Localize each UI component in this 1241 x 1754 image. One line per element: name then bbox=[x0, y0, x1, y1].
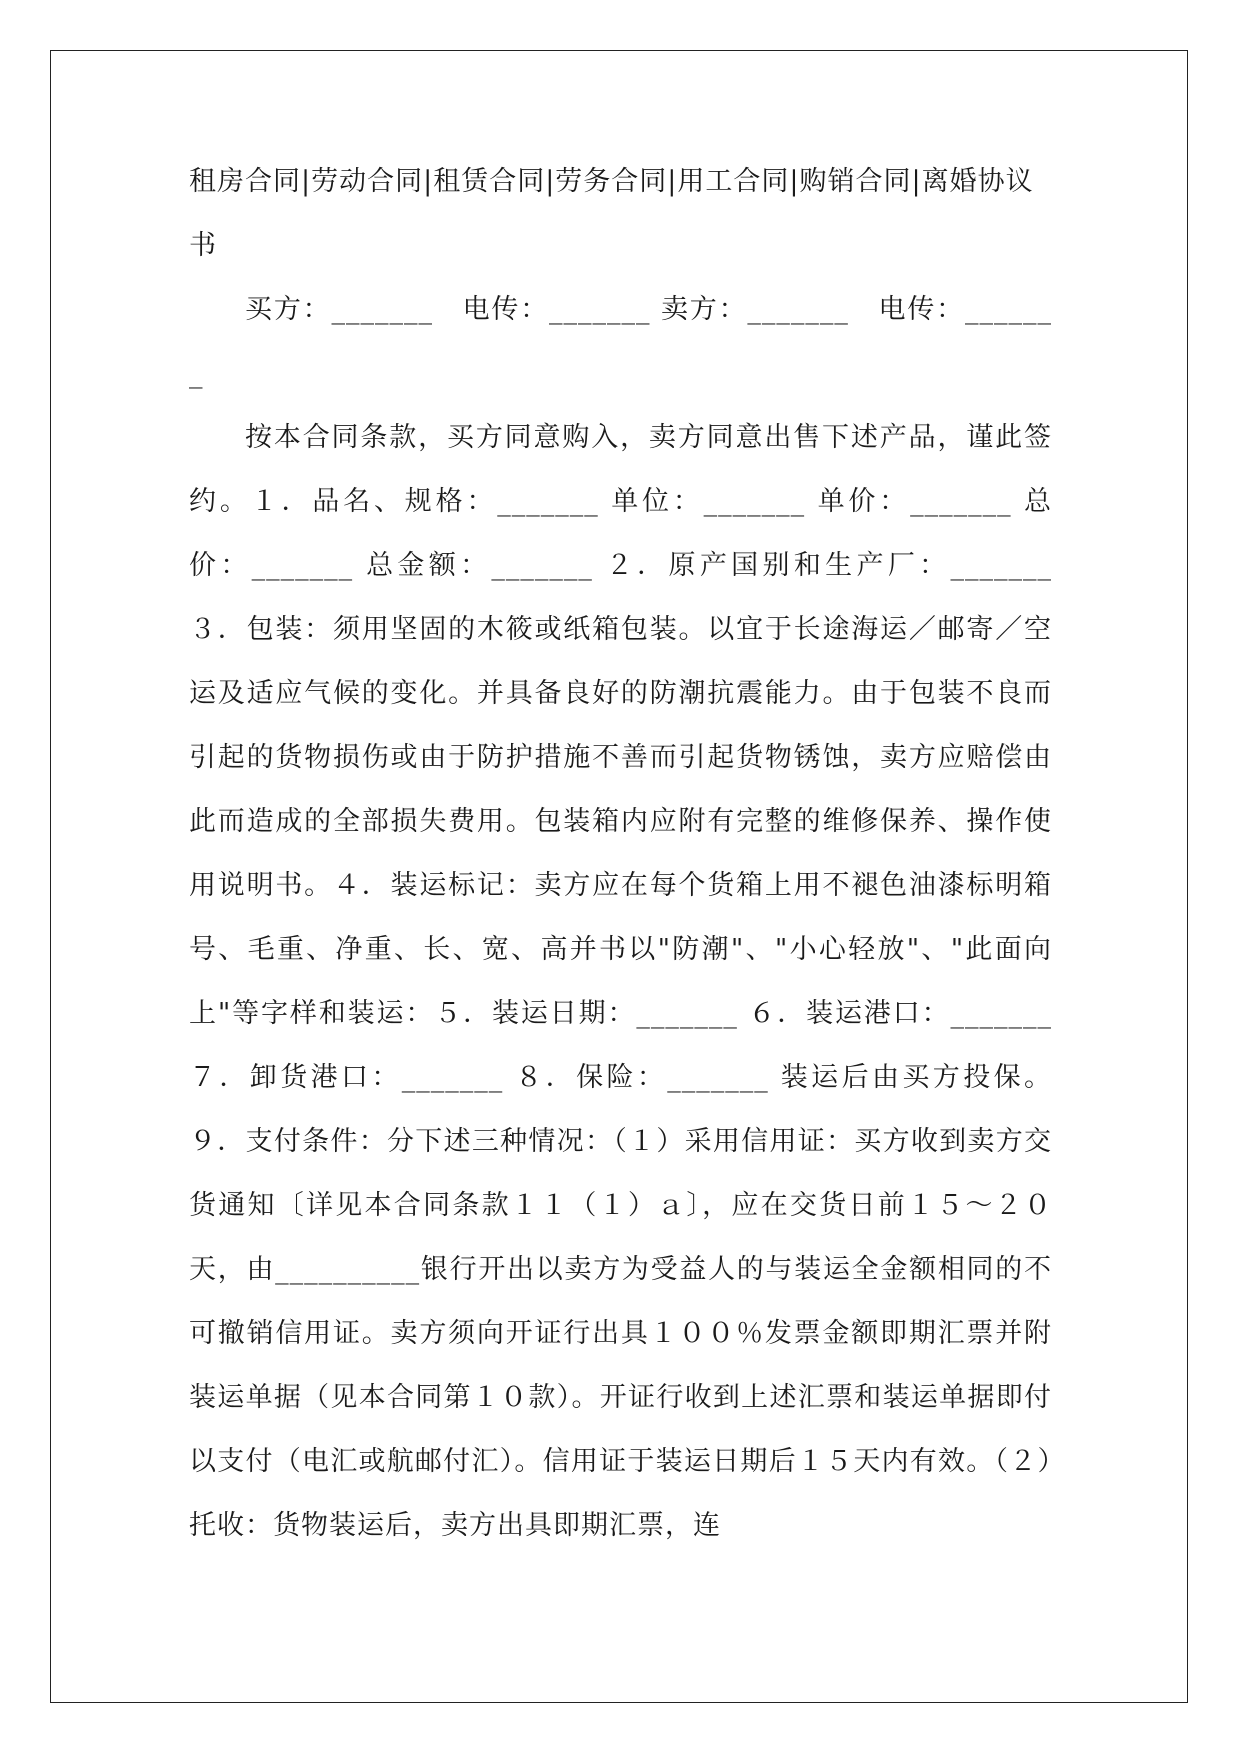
document-content bbox=[189, 150, 1052, 1558]
contract-body: 按本合同条款，买方同意购入，卖方同意出售下述产品，谨此签约。１．品名、规格：_______ 单位：_______ 单价：_______ 总价：_______ 总金额：_______ ２．原产国别和生产厂：_______ ３．包装：须用坚固的木筱或纸箱包装。以宜于长途海运／邮寄／空运及适应气候的变化。并具备良好的防潮抗震能力。由于包装不良而引起的货物损伤或由于防护措施不善而引起货物锈蚀，卖方应赔偿由此而造成的全部损失费用。包装箱内应附有完整的维修保养、操作使用说明书。４．装运标记：卖方应在每个货箱上用不褪色油漆标明箱号、毛重、净重、长、宽、高并书以"防潮"、"小心轻放"、"此面向上"等字样和装运：５．装运日期：_______ ６．装运港口：_______ ７．卸货港口：_______ ８．保险：_______ 装运后由买方投保。９．支付条件：分下述三种情况：（１）采用信用证：买方收到卖方交货通知〔详见本合同条款１１（１）ａ〕，应在交货日前１５～２０天，由__________银行开出以卖方为受益人的与装运全金额相同的不可撤销信用证。卖方须向开证行出具１００％发票金额即期汇票并附装运单据（见本合同第１０款）。开证行收到上述汇票和装运单据即付以支付（电汇或航邮付汇）。信用证于装运日期后１５天内有效。（２）托收：货物装运后，卖方出具即期汇票，连 bbox=[189, 422, 1052, 1541]
parties-line: 买方：_______ 电传：_______ 卖方：_______ 电传：_______ bbox=[189, 294, 1052, 389]
contract-category-links: 租房合同|劳动合同|租赁合同|劳务合同|用工合同|购销合同|离婚协议书 bbox=[189, 166, 1034, 261]
